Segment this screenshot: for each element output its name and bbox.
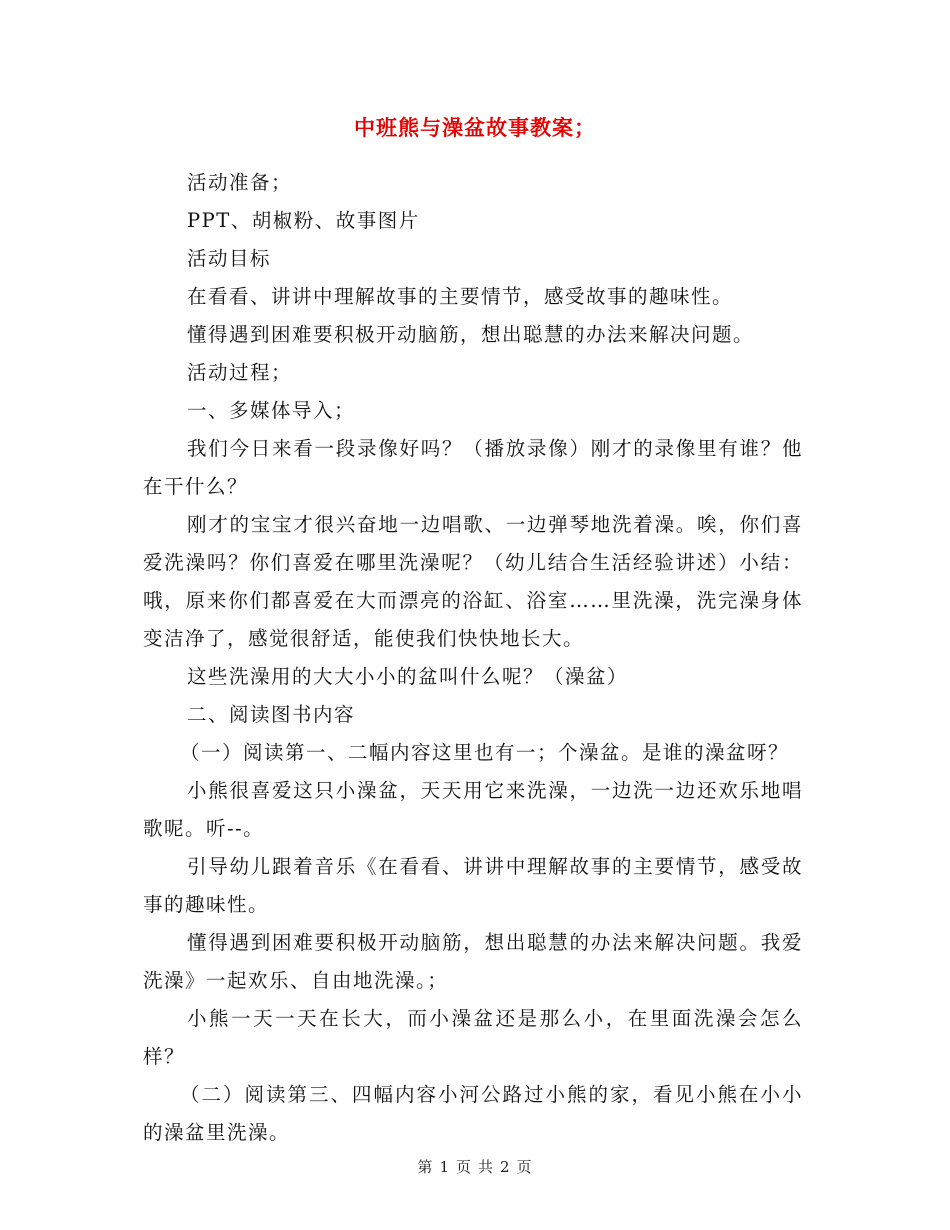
paragraph: 活动准备； xyxy=(187,171,293,194)
paragraph: 小熊很喜爱这只小澡盆，天天用它来洗澡，一边洗一边还欢乐地唱歌呢。听--。 xyxy=(143,779,803,840)
paragraph: 引导幼儿跟着音乐《在看看、讲讲中理解故事的主要情节，感受故事的趣味性。 xyxy=(143,855,803,916)
paragraph: 一、多媒体导入； xyxy=(187,399,356,422)
paragraph: （二）阅读第三、四幅内容小河公路过小熊的家，看见小熊在小小的澡盆里洗澡。 xyxy=(143,1083,803,1144)
paragraph: 懂得遇到困难要积极开动脑筋，想出聪慧的办法来解决问题。我爱洗澡》一起欢乐、自由地洗澡。； xyxy=(143,931,803,992)
paragraph: 小熊一天一天在长大，而小澡盆还是那么小，在里面洗澡会怎么样？ xyxy=(143,1007,803,1068)
paragraph: 这些洗澡用的大大小小的盆叫什么呢？（澡盆） xyxy=(187,665,629,688)
paragraph: 二、阅读图书内容 xyxy=(187,703,356,726)
document-body xyxy=(143,164,803,1152)
paragraph: 活动目标 xyxy=(187,247,272,270)
footer-page-unit: 页 xyxy=(455,1158,472,1176)
document-title: 中班熊与澡盆故事教案； xyxy=(354,115,596,140)
paragraph: 我们今日来看一段录像好吗？（播放录像）刚才的录像里有谁？他在干什么？ xyxy=(143,437,803,498)
paragraph: 刚才的宝宝才很兴奋地一边唱歌、一边弹琴地洗着澡。唉，你们喜爱洗澡吗？你们喜爱在哪里洗澡呢？（幼儿结合生活经验讲述）小结：哦，原来你们都喜爱在大而漂亮的浴缸、浴室……里洗澡，洗完澡身体变洁净了，感觉很舒适，能使我们快快地长大。 xyxy=(143,513,803,650)
footer-total-unit: 页 xyxy=(516,1158,533,1176)
footer-total-word: 共 xyxy=(478,1158,495,1176)
paragraph: 活动过程； xyxy=(187,361,293,384)
paragraph: 在看看、讲讲中理解故事的主要情节，感受故事的趣味性。 xyxy=(187,285,734,308)
page-footer xyxy=(0,1156,950,1177)
paragraph: 懂得遇到困难要积极开动脑筋，想出聪慧的办法来解决问题。 xyxy=(187,323,755,346)
paragraph: （一）阅读第一、二幅内容这里也有一；个澡盆。是谁的澡盆呀？ xyxy=(180,741,790,764)
footer-page-current: 1 xyxy=(439,1158,450,1176)
paragraph: PPT、胡椒粉、故事图片 xyxy=(187,209,420,232)
footer-page-total: 2 xyxy=(500,1158,511,1176)
footer-page-word: 第 xyxy=(417,1158,434,1176)
